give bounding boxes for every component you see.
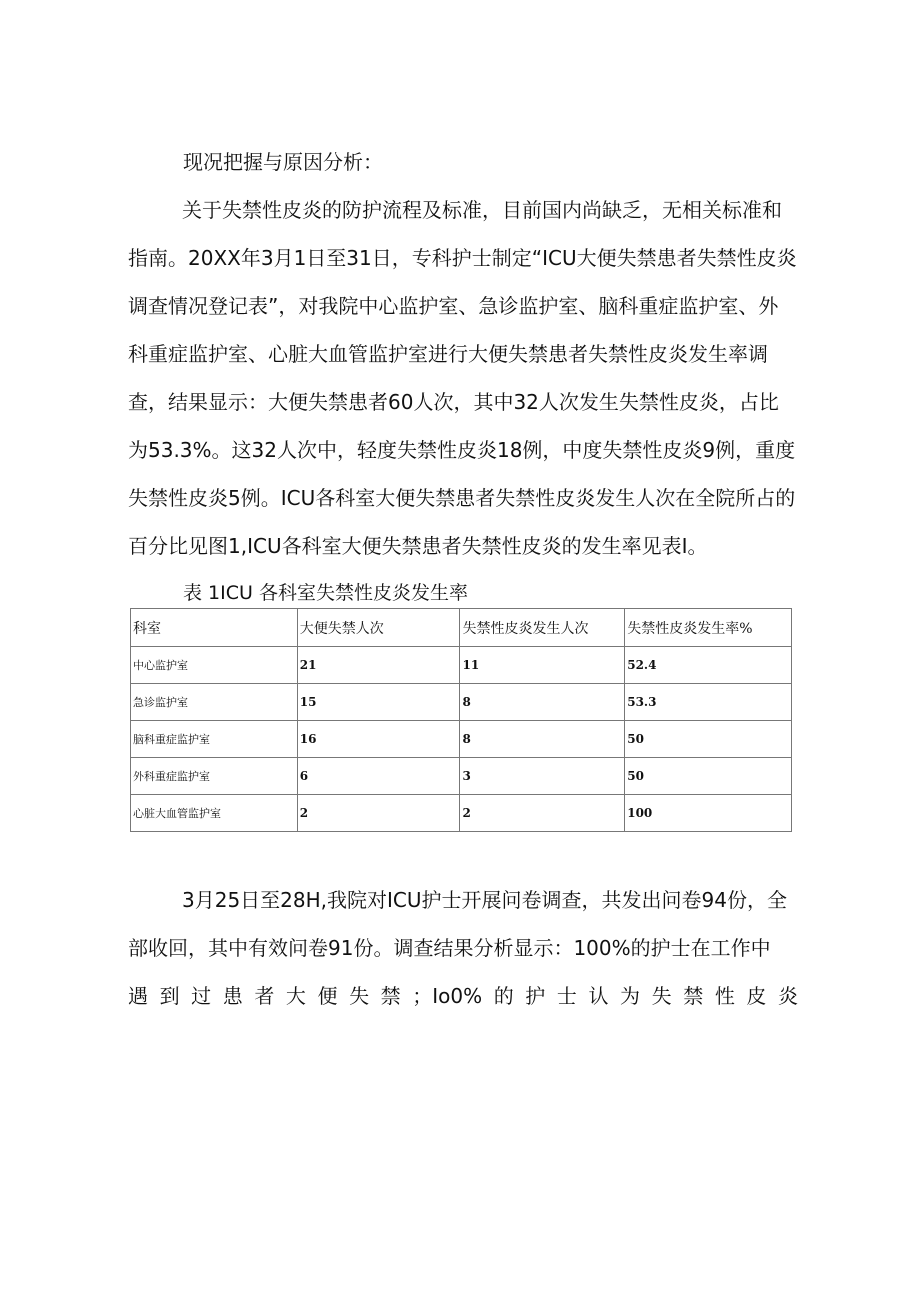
cell-department: 心脏大血管监护室	[131, 795, 298, 832]
cell-dermatitis-rate: 50	[625, 721, 792, 758]
cell-department: 急诊监护室	[131, 684, 298, 721]
cell-dermatitis-count: 3	[460, 758, 625, 795]
cell-dermatitis-count: 11	[460, 647, 625, 684]
cell-incontinence-count: 21	[297, 647, 460, 684]
header-department: 科室	[131, 609, 298, 647]
intro-paragraph	[128, 186, 798, 570]
cell-dermatitis-count: 8	[460, 684, 625, 721]
header-dermatitis-count: 失禁性皮炎发生人次	[460, 609, 625, 647]
header-dermatitis-rate: 失禁性皮炎发生率%	[625, 609, 792, 647]
table-row	[131, 684, 792, 721]
table-row	[131, 795, 792, 832]
cell-incontinence-count: 15	[297, 684, 460, 721]
cell-dermatitis-rate: 52.4	[625, 647, 792, 684]
cell-department: 脑科重症监护室	[131, 721, 298, 758]
cell-dermatitis-rate: 50	[625, 758, 792, 795]
cell-dermatitis-rate: 53.3	[625, 684, 792, 721]
cell-dermatitis-count: 8	[460, 721, 625, 758]
cell-department: 中心监护室	[131, 647, 298, 684]
survey-paragraph-last-line: 遇到过患者大便失禁；Io0%的护士认为失禁性皮炎	[128, 984, 798, 1008]
cell-dermatitis-rate: 100	[625, 795, 792, 832]
cell-incontinence-count: 2	[297, 795, 460, 832]
cell-incontinence-count: 16	[297, 721, 460, 758]
cell-department: 外科重症监护室	[131, 758, 298, 795]
header-incontinence-count: 大便失禁人次	[297, 609, 460, 647]
table-header-row	[131, 609, 792, 647]
incidence-table	[130, 608, 792, 832]
cell-incontinence-count: 6	[297, 758, 460, 795]
survey-paragraph-text: 3月25日至28H,我院对ICU护士开展问卷调查，共发出问卷94份，全部收回，其中有效问卷91份。调查结果分析显示：100%的护士在工作中	[128, 888, 787, 960]
table-row	[131, 647, 792, 684]
section-heading: 现况把握与原因分析：	[183, 150, 383, 174]
survey-paragraph	[128, 876, 798, 972]
table-caption: 表 1ICU 各科室失禁性皮炎发生率	[183, 582, 468, 604]
table-row	[131, 721, 792, 758]
intro-paragraph-text: 关于失禁性皮炎的防护流程及标准，目前国内尚缺乏，无相关标准和指南。20XX年3月1日至31日，专科护士制定“ICU大便失禁患者失禁性皮炎调查情况登记表”，对我院中心监护室、急诊监护室、脑科重症监护室、外科重症监护室、心脏大血管监护室进行大便失禁患者失禁性皮炎发生率调查，结果显示：大便失禁患者60人次，其中32人次发生失禁性皮炎，占比为53.3%。这32人次中，轻度失禁性皮炎18例，中度失禁性皮炎9例，重度失禁性皮炎5例。ICU各科室大便失禁患者失禁性皮炎发生人次在全院所占的百分比见图1,ICU各科室大便失禁患者失禁性皮炎的发生率见表I。	[128, 198, 797, 558]
cell-dermatitis-count: 2	[460, 795, 625, 832]
table-row	[131, 758, 792, 795]
